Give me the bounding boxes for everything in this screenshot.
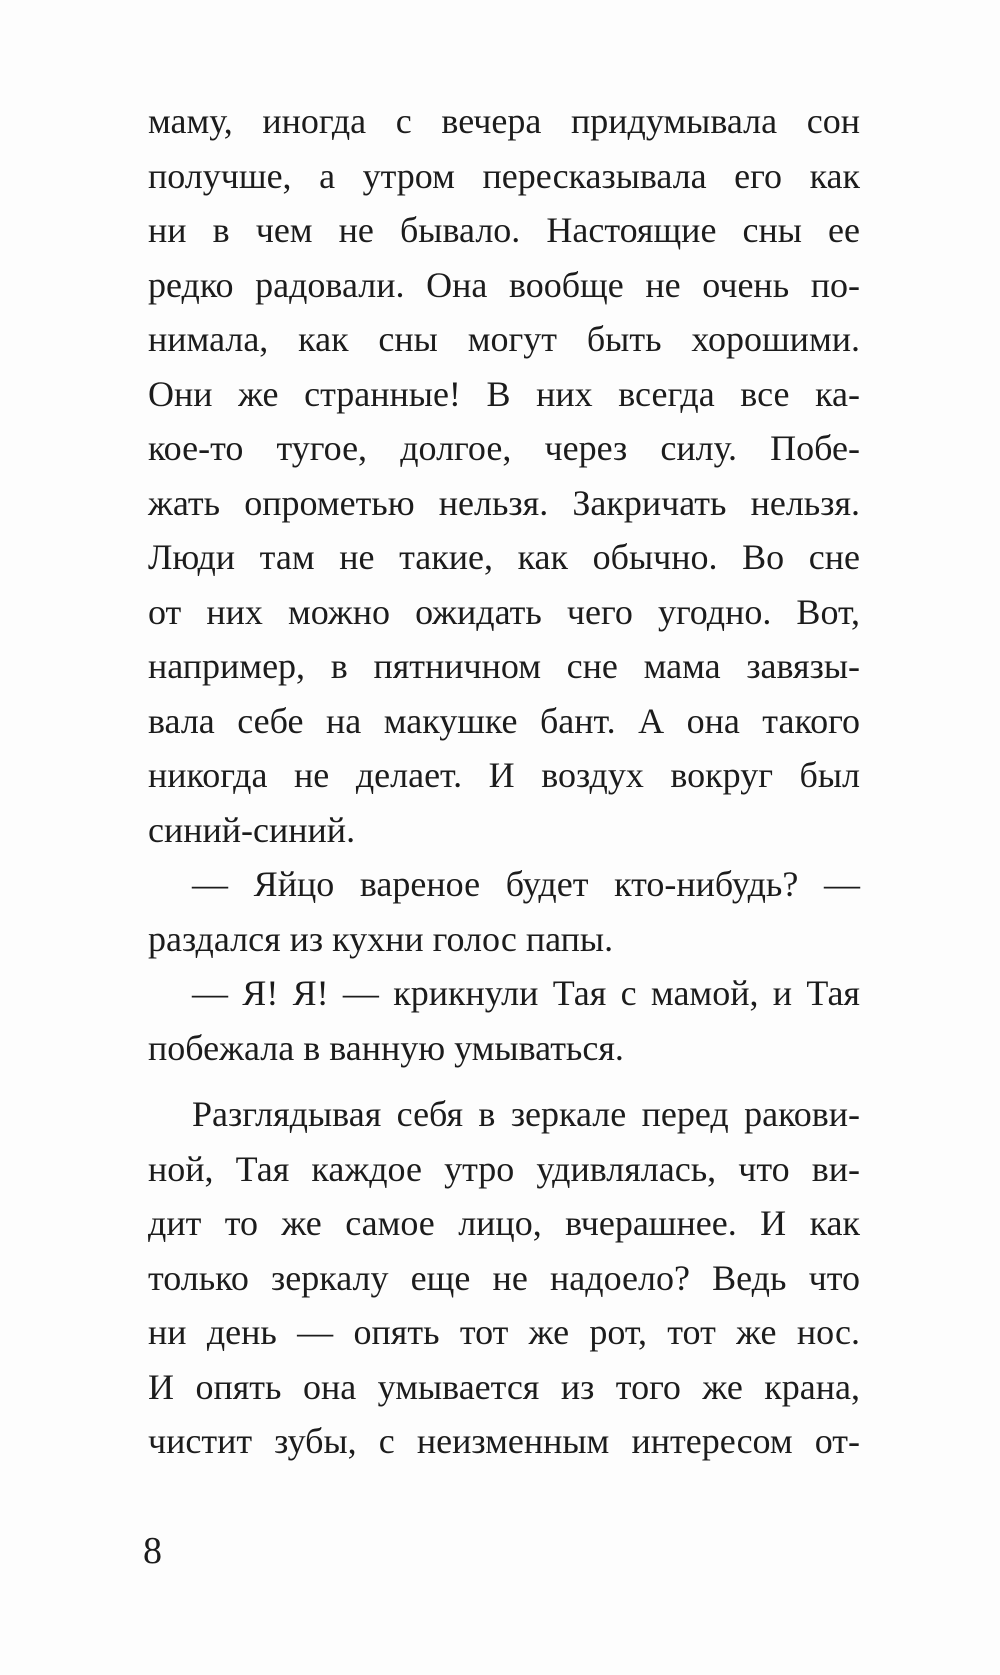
text-line: маму, иногда с вечера придумывала сон: [148, 101, 860, 141]
text-line: например, в пятничном сне мама завязы-: [148, 646, 860, 686]
text-line: только зеркалу еще не надоело? Ведь что: [148, 1257, 860, 1298]
text-line: от них можно ожидать чего угодно. Вот,: [148, 591, 860, 632]
text-line: кое-то тугое, долгое, через силу. Побе-: [148, 428, 860, 468]
paragraph-first-line: Разглядывая себя в зеркале перед ракови-: [192, 1094, 860, 1134]
text-line: чистит зубы, с неизменным интересом от-: [148, 1421, 860, 1461]
text-line: получше, а утром пересказывала его как: [148, 155, 860, 196]
dialogue-line: — Я! Я! — крикнули Тая с мамой, и Тая: [192, 973, 860, 1013]
paragraph-gap: [148, 1075, 860, 1087]
text-line: раздался из кухни голос папы.: [148, 918, 614, 959]
text-line: Люди там не такие, как обычно. Во сне: [148, 537, 860, 577]
text-line: жать опрометью нельзя. Закричать нельзя.: [148, 482, 860, 523]
text-line: побежала в ванную умываться.: [148, 1027, 624, 1068]
text-line: дит то же самое лицо, вчерашнее. И как: [148, 1203, 860, 1243]
text-line: редко радовали. Она вообще не очень по-: [148, 264, 860, 305]
text-line: ной, Тая каждое утро удивлялась, что ви-: [148, 1148, 860, 1189]
text-line: нимала, как сны могут быть хорошими.: [148, 319, 860, 359]
text-line: ни день — опять тот же рот, тот же нос.: [148, 1312, 860, 1352]
page-number: 8: [143, 1530, 162, 1572]
text-line: И опять она умывается из того же крана,: [148, 1366, 860, 1407]
text-line: синий-синий.: [148, 809, 356, 850]
text-line: Они же странные! В них всегда все ка-: [148, 373, 860, 414]
body-text: [148, 94, 860, 1469]
dialogue-line: — Яйцо вареное будет кто-нибудь? —: [192, 864, 860, 904]
text-line: никогда не делает. И воздух вокруг был: [148, 755, 860, 795]
text-line: ни в чем не бывало. Настоящие сны ее: [148, 210, 860, 250]
text-line: вала себе на макушке бант. А она такого: [148, 700, 860, 741]
